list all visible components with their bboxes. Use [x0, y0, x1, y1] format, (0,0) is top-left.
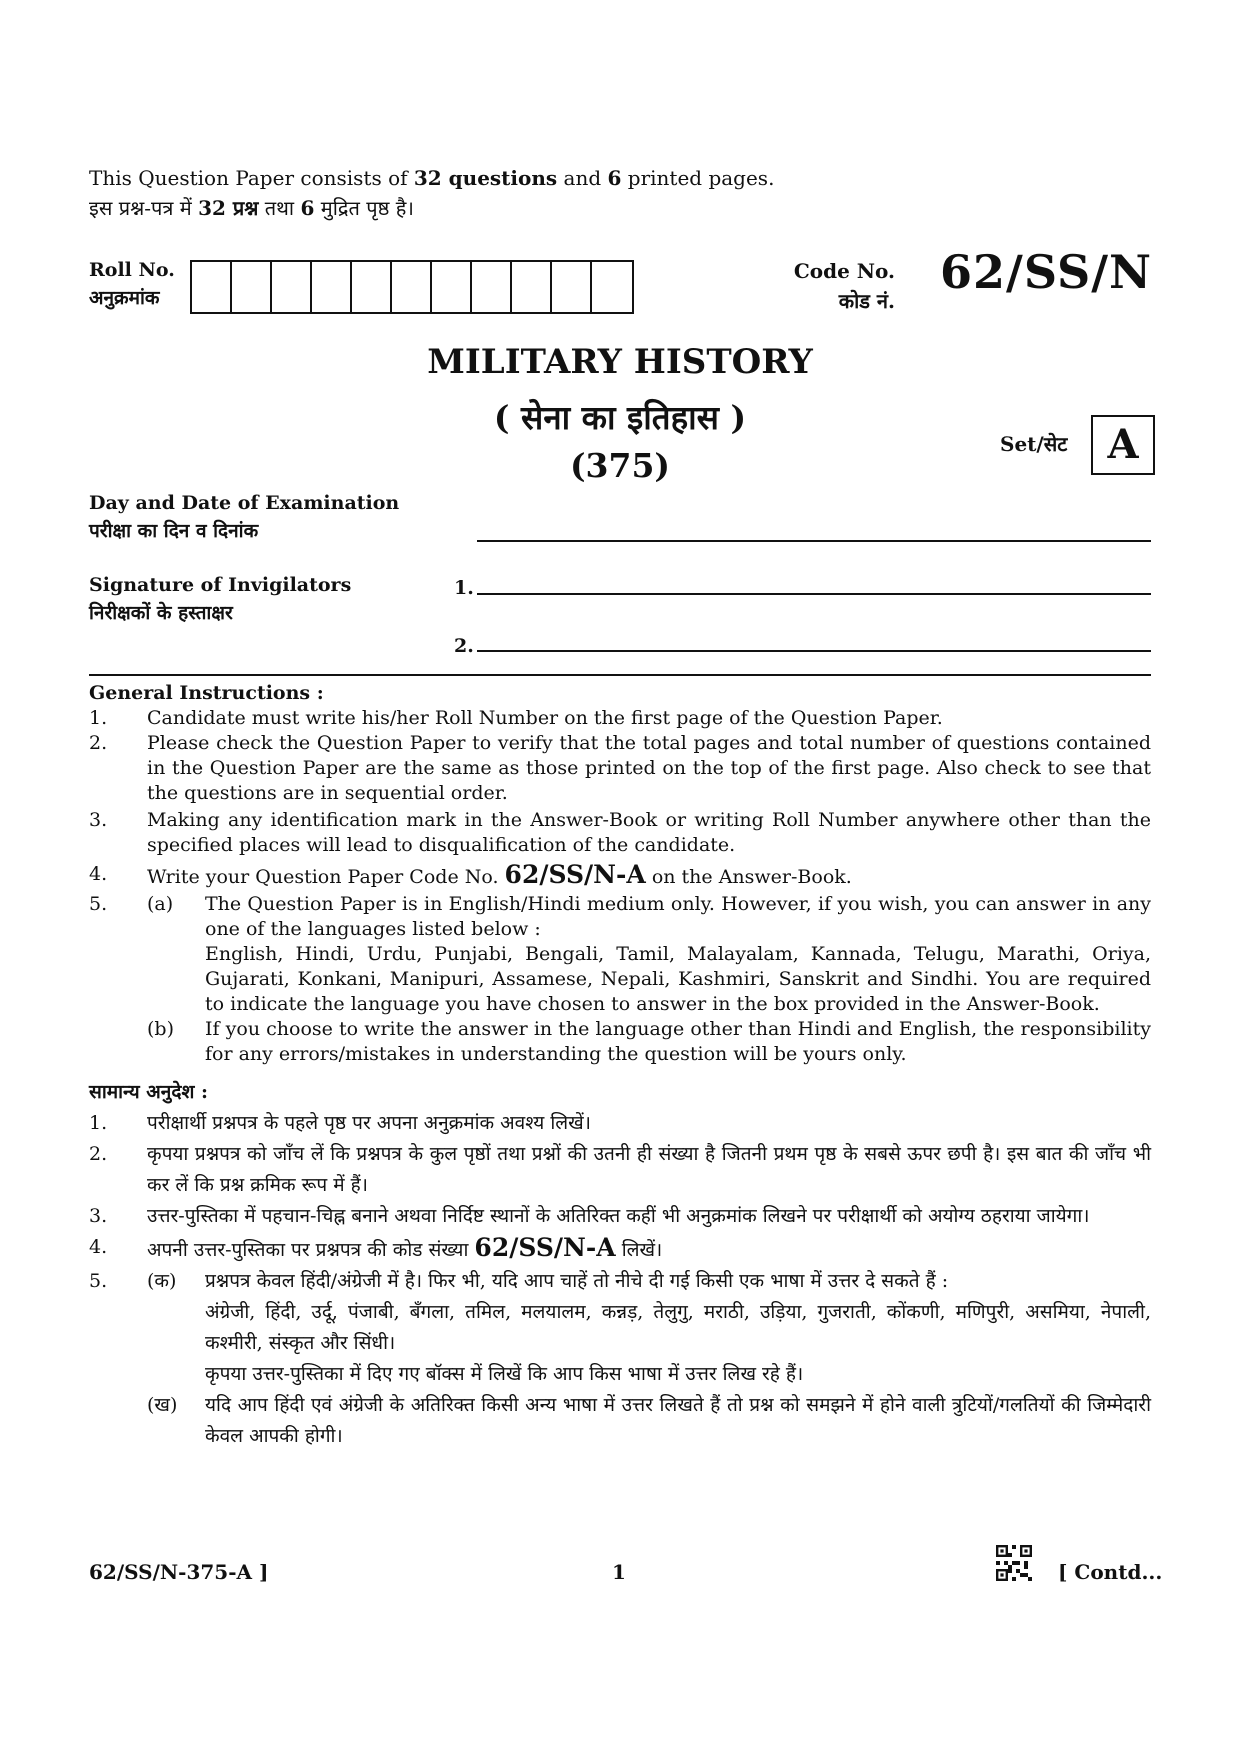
code-value: 62/SS/N [940, 245, 1153, 299]
roll-box[interactable] [272, 262, 312, 312]
roll-box[interactable] [432, 262, 472, 312]
instruction-item: 5. (क) प्रश्नपत्र केवल हिंदी/अंग्रेजी में है। फिर भी, यदि आप चाहें तो नीचे दी गई किसी एक भाषा में उत्तर दे सकते हैं : अंग्रेजी, हिंदी, उर्दू, पंजाबी, बँगला, तमिल, मलयालम, कन्नड़, तेलुगु, मराठी, उड़िया, गुजराती, कोंकणी, मणिपुरी, असमिया, नेपाली, कश्मीरी, संस्कृत और सिंधी। कृपया उत्तर-पुस्तिका में दिए गए बॉक्स में लिखें कि आप किस भाषा में उत्तर लिख रहे हैं। (ख) यदि आप हिंदी एवं अंग्रेजी के अतिरिक्त किसी अन्य भाषा में उत्तर लिखते हैं तो प्रश्न को समझने में होने वाली त्रुटियों/गलतियों की जिम्मेदारी केवल आपकी होगी। [89, 1270, 1151, 1447]
intro-en: This Question Paper consists of 32 questions and 6 printed pages. [89, 166, 775, 190]
roll-box[interactable] [352, 262, 392, 312]
exam-date-line[interactable] [477, 540, 1151, 542]
instruction-item: 3. Making any identification mark in the Answer-Book or writing Roll Number anywhere other than the specified places will lead to disqualification of the candidate. [89, 809, 1151, 856]
signature-1-number: 1. [454, 577, 474, 599]
subject-title-hindi: ( सेना का इतिहास ) [493, 398, 747, 437]
signature-1-line[interactable] [477, 593, 1151, 595]
set-label: Set/सेट [1000, 432, 1068, 456]
roll-number-boxes[interactable] [190, 260, 634, 314]
set-value: A [1091, 415, 1155, 475]
roll-box[interactable] [232, 262, 272, 312]
continued-label: [ Contd... [1058, 1560, 1163, 1584]
roll-box[interactable] [192, 262, 232, 312]
general-instructions-hi [89, 1077, 1151, 1452]
subject-title: MILITARY HISTORY [427, 342, 813, 382]
roll-box[interactable] [552, 262, 592, 312]
instruction-item: 3. उत्तर-पुस्तिका में पहचान-चिह्न बनाने अथवा निर्दिष्ट स्थानों के अतिरिक्त कहीं भी अनुक्रमांक लिखने पर परीक्षार्थी को अयोग्य ठहराया जायेगा। [89, 1205, 1090, 1227]
instructions-heading-hindi: सामान्य अनुदेश : [89, 1081, 208, 1103]
instructions-heading: General Instructions : [89, 682, 324, 704]
instruction-item: 2. Please check the Question Paper to verify that the total pages and total number of questions contained in the Question Paper are the same as those printed on the top of the first page. Also check to see that the questions are in sequential order. [89, 732, 1151, 804]
instruction-item: 2. कृपया प्रश्नपत्र को जाँच लें कि प्रश्नपत्र के कुल पृष्ठों तथा प्रश्नों की उतनी ही संख्या है जितनी प्रथम पृष्ठ के सबसे ऊपर छपी है। इस बात की जाँच भी कर लें कि प्रश्न क्रमिक रूप में हैं। [89, 1143, 1151, 1196]
qr-code-icon [996, 1545, 1032, 1581]
instruction-item: 1. Candidate must write his/her Roll Number on the first page of the Question Paper. [89, 707, 943, 729]
page-number: 1 [612, 1560, 626, 1584]
invigilator-label: Signature of Invigilators निरीक्षकों के हस्ताक्षर [89, 574, 352, 624]
instruction-item: 4. Write your Question Paper Code No. 62/SS/N-A on the Answer-Book. [89, 860, 852, 889]
roll-box[interactable] [312, 262, 352, 312]
instruction-item: 4. अपनी उत्तर-पुस्तिका पर प्रश्नपत्र की कोड संख्या 62/SS/N-A लिखें। [89, 1233, 663, 1262]
exam-date-label: Day and Date of Examination परीक्षा का दिन व दिनांक [89, 492, 400, 542]
intro-hi: इस प्रश्न-पत्र में 32 प्रश्न तथा 6 मुद्रित पृष्ठ है। [89, 196, 414, 220]
code-label: Code No. कोड नं. [793, 259, 895, 313]
instruction-item: 5. (a) The Question Paper is in English/Hindi medium only. However, if you wish, you can answer in any one of the languages listed below : English, Hindi, Urdu, Punjabi, Bengali, Tamil, Malayalam, Kannada, Telugu, Marathi, Oriya, Gujarati, Konkani, Manipuri, Assamese, Nepali, Kashmiri, Sanskrit and Sindhi. You are required to indicate the language you have chosen to answer in the box provided in the Answer-Book. (b) If you choose to write the answer in the language other than Hindi and English, the responsibility for any errors/mistakes in understanding the question will be yours only. [89, 893, 1151, 1065]
general-instructions-en [89, 681, 1151, 1067]
separator-line [89, 674, 1151, 676]
roll-box[interactable] [592, 262, 632, 312]
signature-2-number: 2. [454, 635, 474, 657]
roll-box[interactable] [392, 262, 432, 312]
roll-box[interactable] [512, 262, 552, 312]
signature-2-line[interactable] [477, 650, 1151, 652]
subject-number: (375) [569, 446, 671, 485]
roll-box[interactable] [472, 262, 512, 312]
instruction-item: 1. परीक्षार्थी प्रश्नपत्र के पहले पृष्ठ पर अपना अनुक्रमांक अवश्य लिखें। [89, 1112, 591, 1134]
footer-code: 62/SS/N-375-A ] [89, 1560, 269, 1584]
roll-label: Roll No. अनुक्रमांक [89, 259, 175, 309]
